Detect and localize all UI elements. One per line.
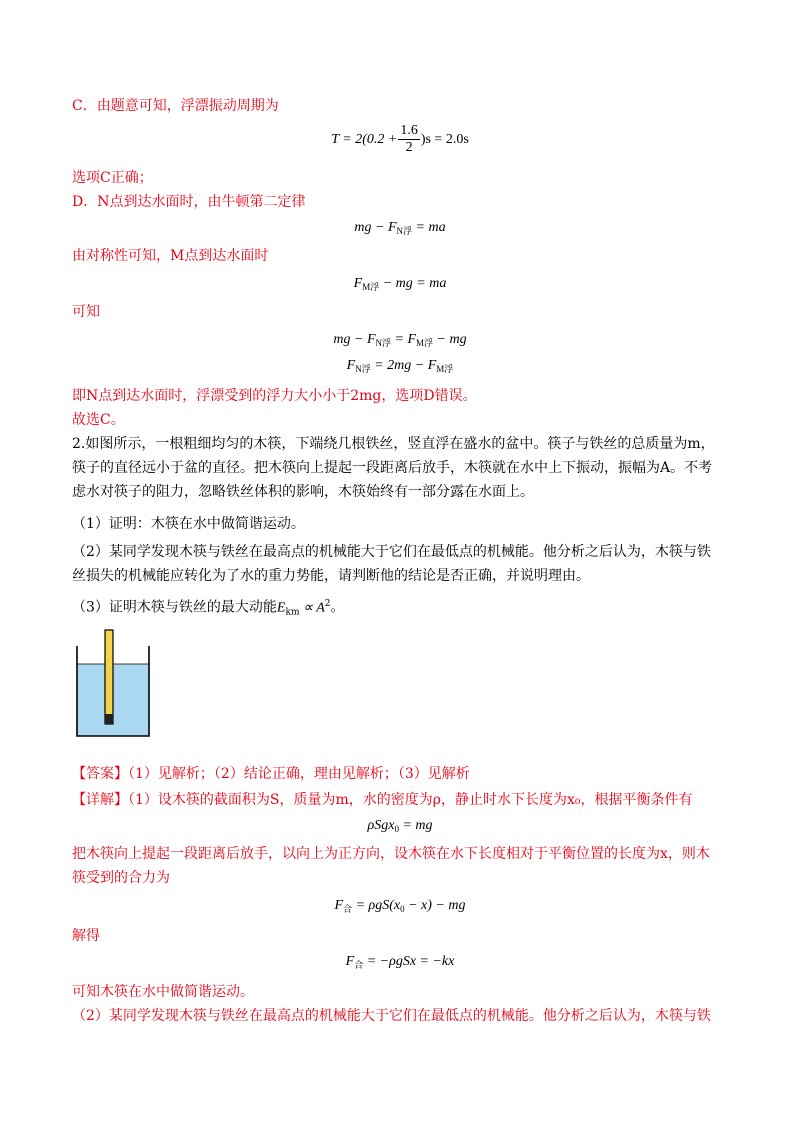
option-d-conclusion: 即N点到达水面时，浮漂受到的浮力大小小于2mg，选项D错误。 xyxy=(72,388,477,404)
chopstick xyxy=(105,630,113,724)
q3-energy-symbol: E xyxy=(276,600,286,616)
eq-net-sub: 合 xyxy=(343,904,353,914)
eq-n-lhs: mg − F xyxy=(354,220,397,235)
eq-m-rhs: − mg = ma xyxy=(379,276,447,291)
eq-balance-rhs: = mg xyxy=(398,818,433,833)
eq-net-rhs: − x) − mg xyxy=(404,898,466,913)
detail-text-1: （1）设木筷的截面积为S，质量为m，水的密度为ρ，静止时水下长度为x₀，根据平衡条件有 xyxy=(128,792,693,808)
eq-c2-b: = 2mg − F xyxy=(370,358,437,373)
period-numerator: 1.6 xyxy=(400,123,418,139)
period-equation xyxy=(0,120,800,160)
eq-c1-sub2: M浮 xyxy=(416,338,434,348)
period-fraction xyxy=(398,123,420,156)
period-denominator: 2 xyxy=(405,140,413,156)
iron-wire xyxy=(105,714,113,724)
detail-line-2: 把木筷向上提起一段距离后放手，以向上为正方向，设木筷在水下长度相对于平衡位置的长度为x，则木 xyxy=(72,846,710,862)
question-1: （1）证明：木筷在水中做简谐运动。 xyxy=(72,516,305,532)
eq-c1-b: = F xyxy=(391,332,417,347)
period-right: )s = 2.0s xyxy=(420,132,469,147)
question-3 xyxy=(72,594,345,623)
eq-c1-c: − mg xyxy=(433,332,467,347)
eq-n-sub: N浮 xyxy=(396,226,413,236)
q3-exponent: 2 xyxy=(324,599,331,609)
eq-net2-lhs: F xyxy=(345,954,355,969)
equation-n-point xyxy=(0,218,800,241)
option-c-conclusion: 选项C正确； xyxy=(72,170,153,186)
eq-balance-sub: 0 xyxy=(394,824,399,834)
equation-balance xyxy=(0,816,800,839)
option-d-intro: D．N点到达水面时，由牛顿第二定律 xyxy=(72,194,306,210)
eq-n-rhs: = ma xyxy=(412,220,446,235)
basin-diagram xyxy=(74,626,154,746)
eq-net-mid: = ρgS(x xyxy=(352,898,401,913)
basin-figure xyxy=(74,626,154,750)
answer-text: （1）见解析；（2）结论正确，理由见解析；（3）见解析 xyxy=(128,766,470,782)
equation-combined-2 xyxy=(0,356,800,379)
eq-net-lhs: F xyxy=(334,898,344,913)
equation-net-force-2 xyxy=(0,952,800,975)
equation-m-point xyxy=(0,274,800,297)
eq-net2-sub: 合 xyxy=(354,960,364,970)
symmetry-line: 由对称性可知，M点到达水面时 xyxy=(72,248,269,264)
eq-balance-lhs: ρSgx xyxy=(367,818,395,833)
detail-line-5: 可知木筷在水中做简谐运动。 xyxy=(72,984,254,1000)
eq-c1-sub1: N浮 xyxy=(375,338,392,348)
problem-line-3: 虑水对筷子的阻力，忽略铁丝体积的影响，木筷始终有一部分露在水面上。 xyxy=(72,484,534,500)
q3-energy-sub: km xyxy=(285,607,300,618)
detail-line-6: （2）某同学发现木筷与铁丝在最高点的机械能大于它们在最低点的机械能。他分析之后认为，木筷与铁 xyxy=(72,1008,711,1024)
equation-combined-1 xyxy=(0,330,800,353)
eq-net-sub2: 0 xyxy=(400,904,405,914)
choice-line: 故选C。 xyxy=(72,412,125,428)
kezhi-line: 可知 xyxy=(72,304,100,320)
question-2-line-1: （2）某同学发现木筷与铁丝在最高点的机械能大于它们在最低点的机械能。他分析之后认为，木筷与铁 xyxy=(72,544,711,560)
problem-line-2: 筷子的直径远小于盆的直径。把木筷向上提起一段距离后放手，木筷就在水中上下振动，振幅为A。不考 xyxy=(72,460,713,476)
period-left: T = 2(0.2 + xyxy=(331,132,398,147)
eq-c2-sub1: N浮 xyxy=(355,364,371,374)
detail-line-1 xyxy=(72,790,693,810)
eq-m-lhs: F xyxy=(353,276,363,291)
eq-c1-a: mg − F xyxy=(333,332,376,347)
eq-net2-rhs: = −ρgSx = −kx xyxy=(363,954,455,969)
question-3-text: （3）证明木筷与铁丝的最大动能 xyxy=(72,599,277,616)
option-c-intro: C．由题意可知，浮漂振动周期为 xyxy=(72,98,279,114)
eq-m-sub: M浮 xyxy=(362,282,380,292)
problem-line-1: 2.如图所示，一根粗细均匀的木筷，下端绕几根铁丝，竖直浮在盛水的盆中。筷子与铁丝的总质量为m， xyxy=(72,436,715,452)
eq-c2-a: F xyxy=(346,358,356,373)
detail-label: 【详解】 xyxy=(72,792,128,808)
detail-line-3: 筷受到的合力为 xyxy=(72,870,170,886)
question-2-line-2: 丝损失的机械能应转化为了水的重力势能，请判断他的结论是否正确，并说明理由。 xyxy=(72,568,590,584)
q3-relation: ∝ A xyxy=(299,600,325,616)
answer-line xyxy=(72,764,470,784)
equation-net-force xyxy=(0,896,800,919)
q3-end: 。 xyxy=(330,599,345,616)
detail-line-4: 解得 xyxy=(72,928,100,944)
eq-c2-sub2: M浮 xyxy=(436,364,454,374)
answer-label: 【答案】 xyxy=(72,766,128,782)
